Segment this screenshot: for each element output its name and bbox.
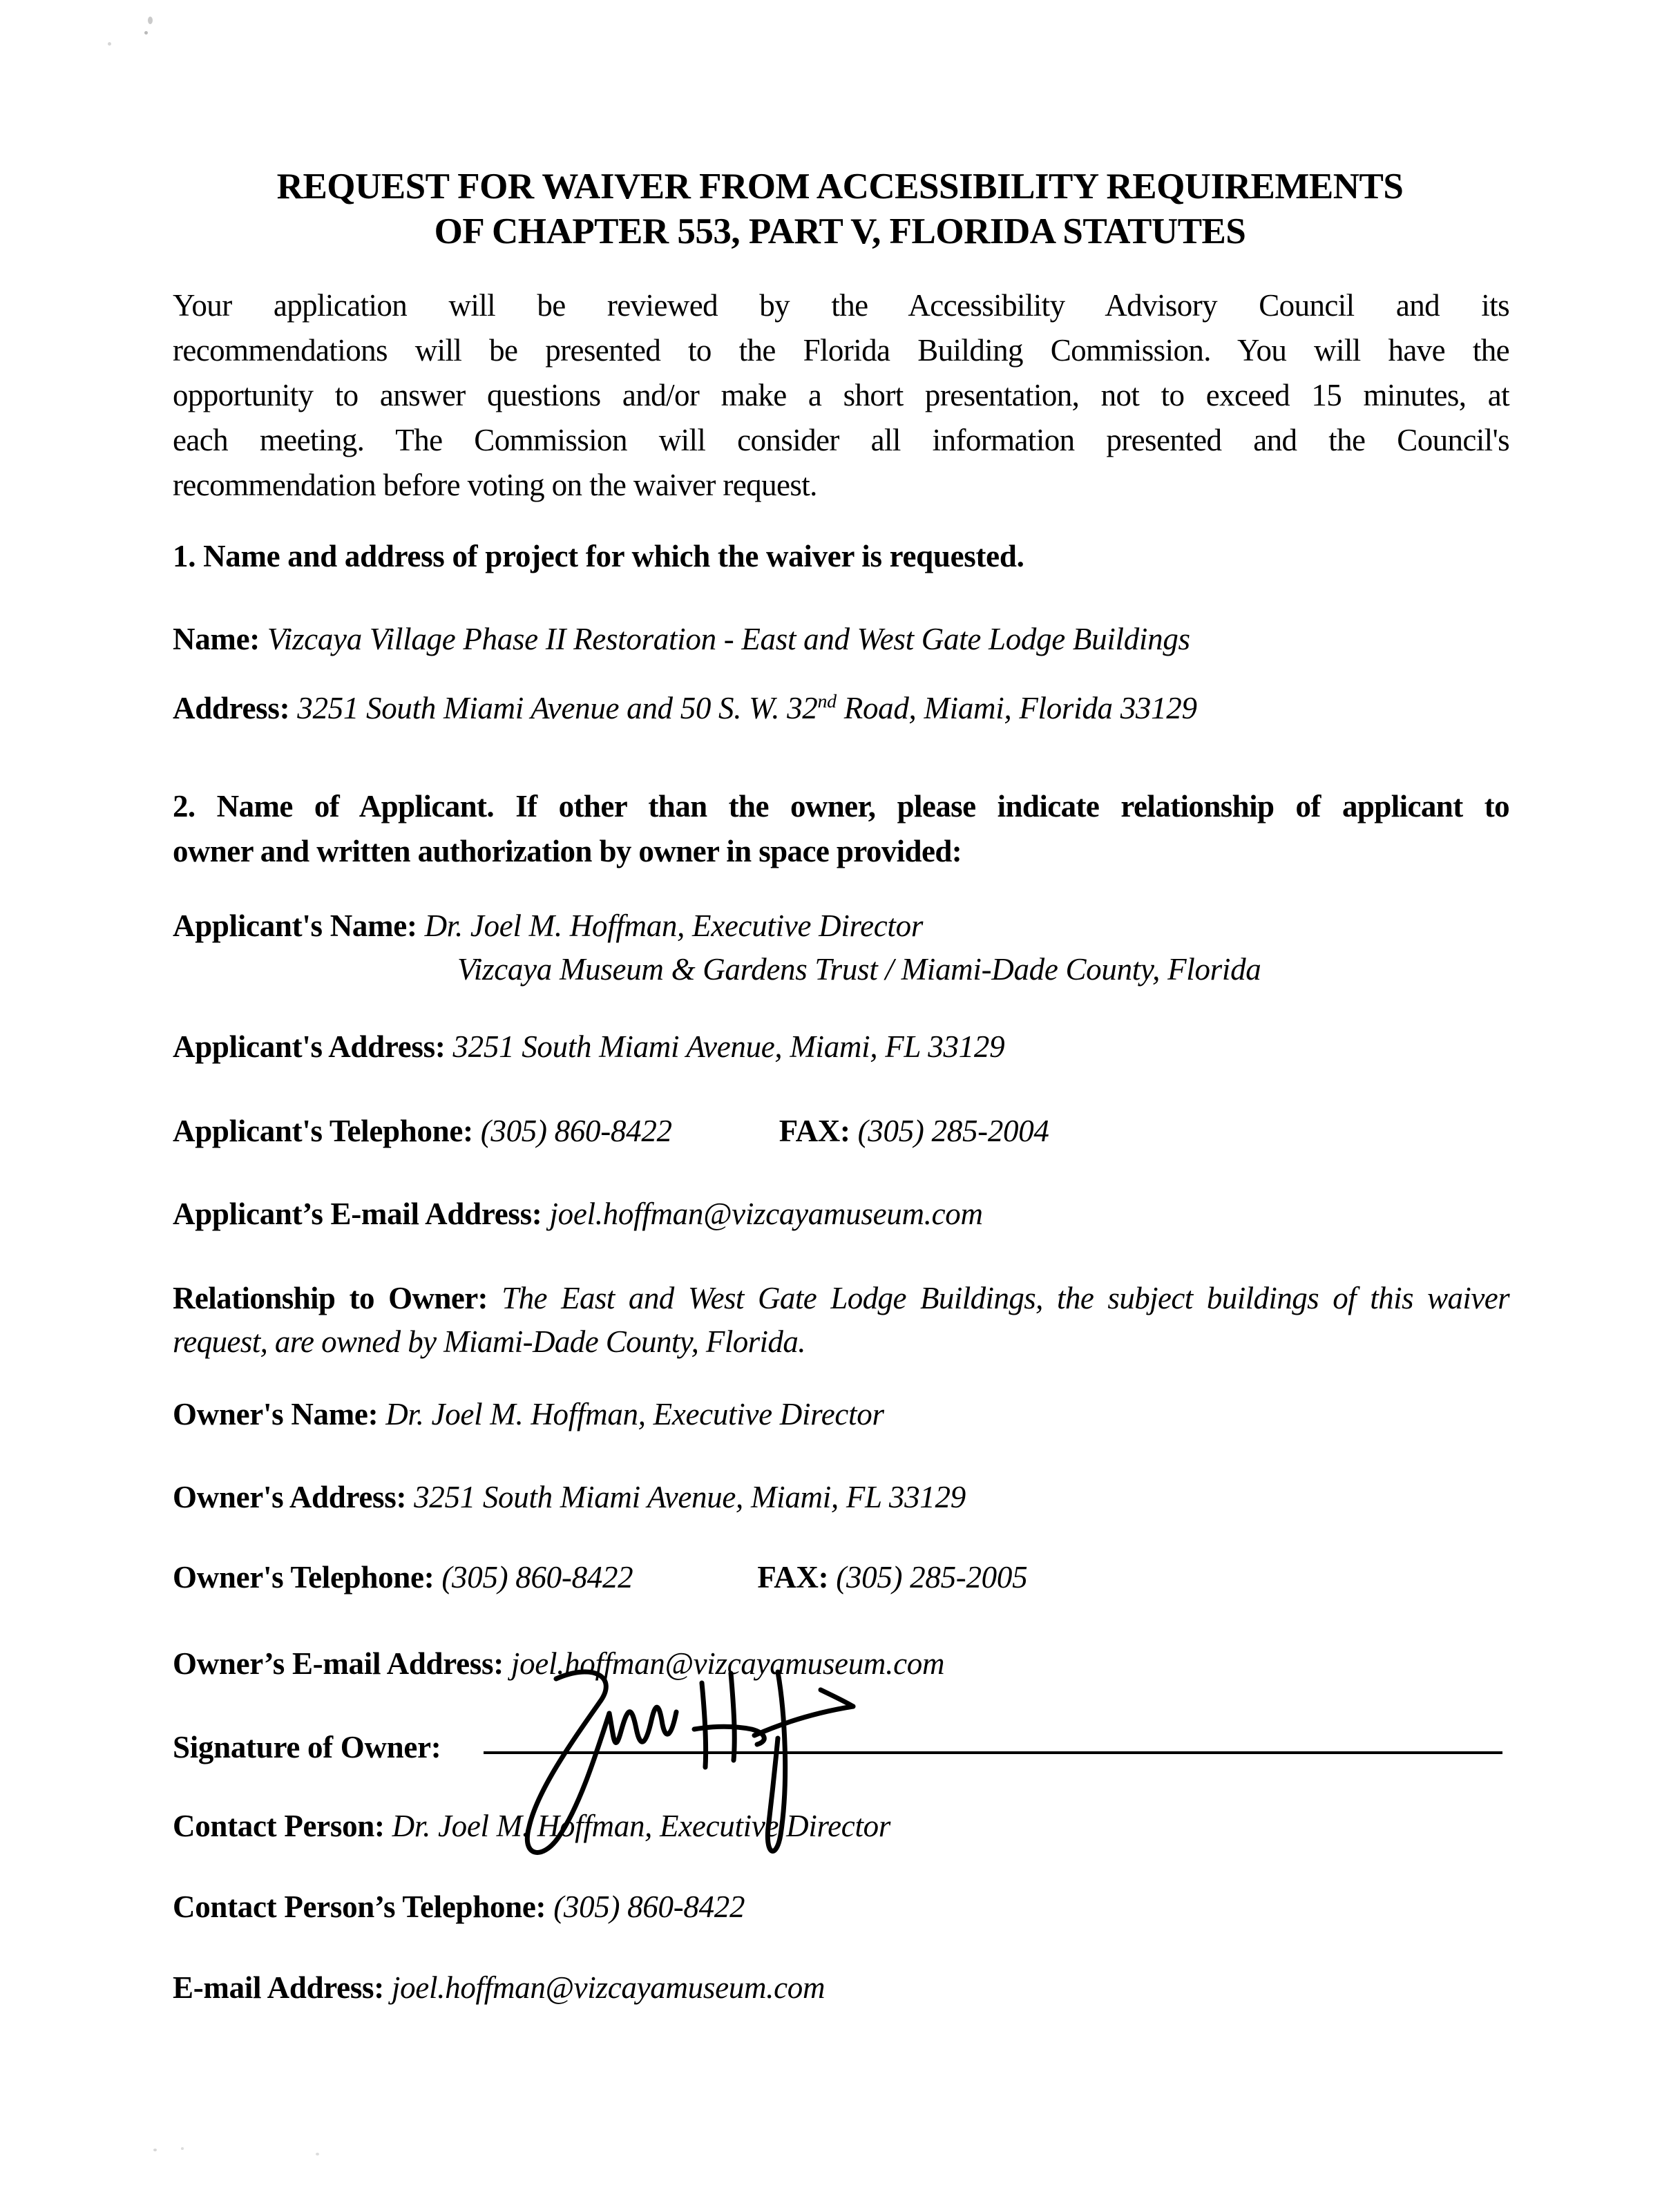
signature-label: Signature of Owner: — [173, 1730, 441, 1764]
applicant-email-value: joel.hoffman@vizcayamuseum.com — [549, 1197, 983, 1231]
applicant-email-label: Applicant’s E-mail Address: — [173, 1197, 542, 1231]
email-value: joel.hoffman@vizcayamuseum.com — [391, 1970, 825, 2005]
intro-line: each meeting. The Commission will consider all information presented and the Council's — [173, 423, 1509, 457]
email-row — [173, 1970, 825, 2006]
applicant-name-row — [173, 908, 923, 944]
intro-line: opportunity to answer questions and/or make a short presentation, not to exceed 15 minutes, at — [173, 378, 1509, 412]
project-name-value: Vizcaya Village Phase II Restoration - East and West Gate Lodge Buildings — [267, 622, 1190, 656]
project-name-label: Name: — [173, 622, 260, 656]
applicant-phone-value: (305) 860-8422 — [480, 1114, 672, 1148]
relationship-label: Relationship to Owner: — [173, 1281, 488, 1315]
owner-phone-row — [173, 1560, 1027, 1596]
applicant-address-value: 3251 South Miami Avenue, Miami, FL 33129 — [452, 1029, 1005, 1064]
owner-name-value: Dr. Joel M. Hoffman, Executive Director — [385, 1397, 884, 1431]
owner-address-label: Owner's Address: — [173, 1480, 407, 1514]
contact-person-row — [173, 1809, 890, 1845]
owner-fax-group — [757, 1560, 1027, 1596]
owner-email-label: Owner’s E-mail Address: — [173, 1646, 504, 1681]
document-title-line2: OF CHAPTER 553, PART V, FLORIDA STATUTES — [434, 211, 1246, 251]
project-address-value — [297, 691, 1196, 725]
contact-person-label: Contact Person: — [173, 1809, 385, 1843]
intro-line: Your application will be reviewed by the Accessibility Advisory Council and its — [173, 288, 1509, 323]
owner-address-value: 3251 South Miami Avenue, Miami, FL 33129 — [414, 1480, 966, 1514]
email-label: E-mail Address: — [173, 1970, 384, 2005]
owner-email-value: joel.hoffman@vizcayamuseum.com — [510, 1646, 945, 1681]
applicant-address-label: Applicant's Address: — [173, 1029, 446, 1064]
applicant-name-label: Applicant's Name: — [173, 908, 417, 943]
owner-phone-label: Owner's Telephone: — [173, 1560, 435, 1594]
applicant-org-value: Vizcaya Museum & Gardens Trust / Miami-Dade County, Florida — [457, 952, 1261, 987]
owner-name-label: Owner's Name: — [173, 1397, 379, 1431]
applicant-email-row — [173, 1197, 983, 1232]
project-address-label: Address: — [173, 691, 290, 725]
scan-noise-speck — [181, 2147, 184, 2150]
applicant-name-value: Dr. Joel M. Hoffman, Executive Director — [424, 908, 924, 943]
section2-heading-line2: owner and written authorization by owner in space provided: — [173, 834, 962, 868]
project-address-value-post: Road, Miami, Florida 33129 — [836, 691, 1197, 725]
contact-phone-value: (305) 860-8422 — [553, 1889, 745, 1924]
relationship-value: The East and West Gate Lodge Buildings, the subject buildings of this waiver request, are owned by Miami-Dade County, Florida. — [173, 1281, 1509, 1359]
section2-heading — [173, 784, 1509, 874]
scan-noise-speck — [148, 17, 153, 24]
scan-noise-speck — [144, 31, 148, 35]
owner-fax-label: FAX: — [757, 1560, 829, 1594]
applicant-phone-row — [173, 1114, 1049, 1150]
project-name-row — [173, 622, 1190, 658]
project-address-value-pre: 3251 South Miami Avenue and 50 S. W. 32 — [297, 691, 818, 725]
owner-name-row — [173, 1397, 884, 1433]
scan-noise-speck — [316, 2153, 319, 2155]
document-title-line1: REQUEST FOR WAIVER FROM ACCESSIBILITY REQUIREMENTS — [276, 166, 1404, 207]
applicant-fax-label: FAX: — [779, 1114, 850, 1148]
applicant-fax-value: (305) 285-2004 — [857, 1114, 1049, 1148]
applicant-address-row — [173, 1029, 1004, 1065]
relationship-row — [173, 1277, 1509, 1364]
contact-person-value: Dr. Joel M. Hoffman, Executive Director — [392, 1809, 891, 1843]
project-address-row — [173, 691, 1197, 727]
intro-line: recommendations will be presented to the Florida Building Commission. You will have the — [173, 333, 1509, 368]
contact-phone-label: Contact Person’s Telephone: — [173, 1889, 546, 1924]
contact-phone-row — [173, 1889, 745, 1925]
applicant-name-row-line2 — [457, 952, 1261, 988]
section1-heading: 1. Name and address of project for which the waiver is requested. — [173, 539, 1024, 573]
ordinal-superscript: nd — [817, 691, 837, 712]
section2-heading-line1: 2. Name of Applicant. If other than the owner, please indicate relationship of applicant to — [173, 789, 1509, 824]
intro-line: recommendation before voting on the waiver request. — [173, 468, 817, 502]
scan-noise-speck — [153, 2149, 157, 2151]
applicant-phone-label: Applicant's Telephone: — [173, 1114, 473, 1148]
intro-paragraph — [173, 283, 1509, 508]
owner-address-row — [173, 1480, 966, 1516]
owner-fax-value: (305) 285-2005 — [836, 1560, 1028, 1594]
scan-noise-speck — [108, 42, 111, 46]
applicant-fax-group — [779, 1114, 1049, 1150]
owner-phone-value: (305) 860-8422 — [441, 1560, 633, 1594]
